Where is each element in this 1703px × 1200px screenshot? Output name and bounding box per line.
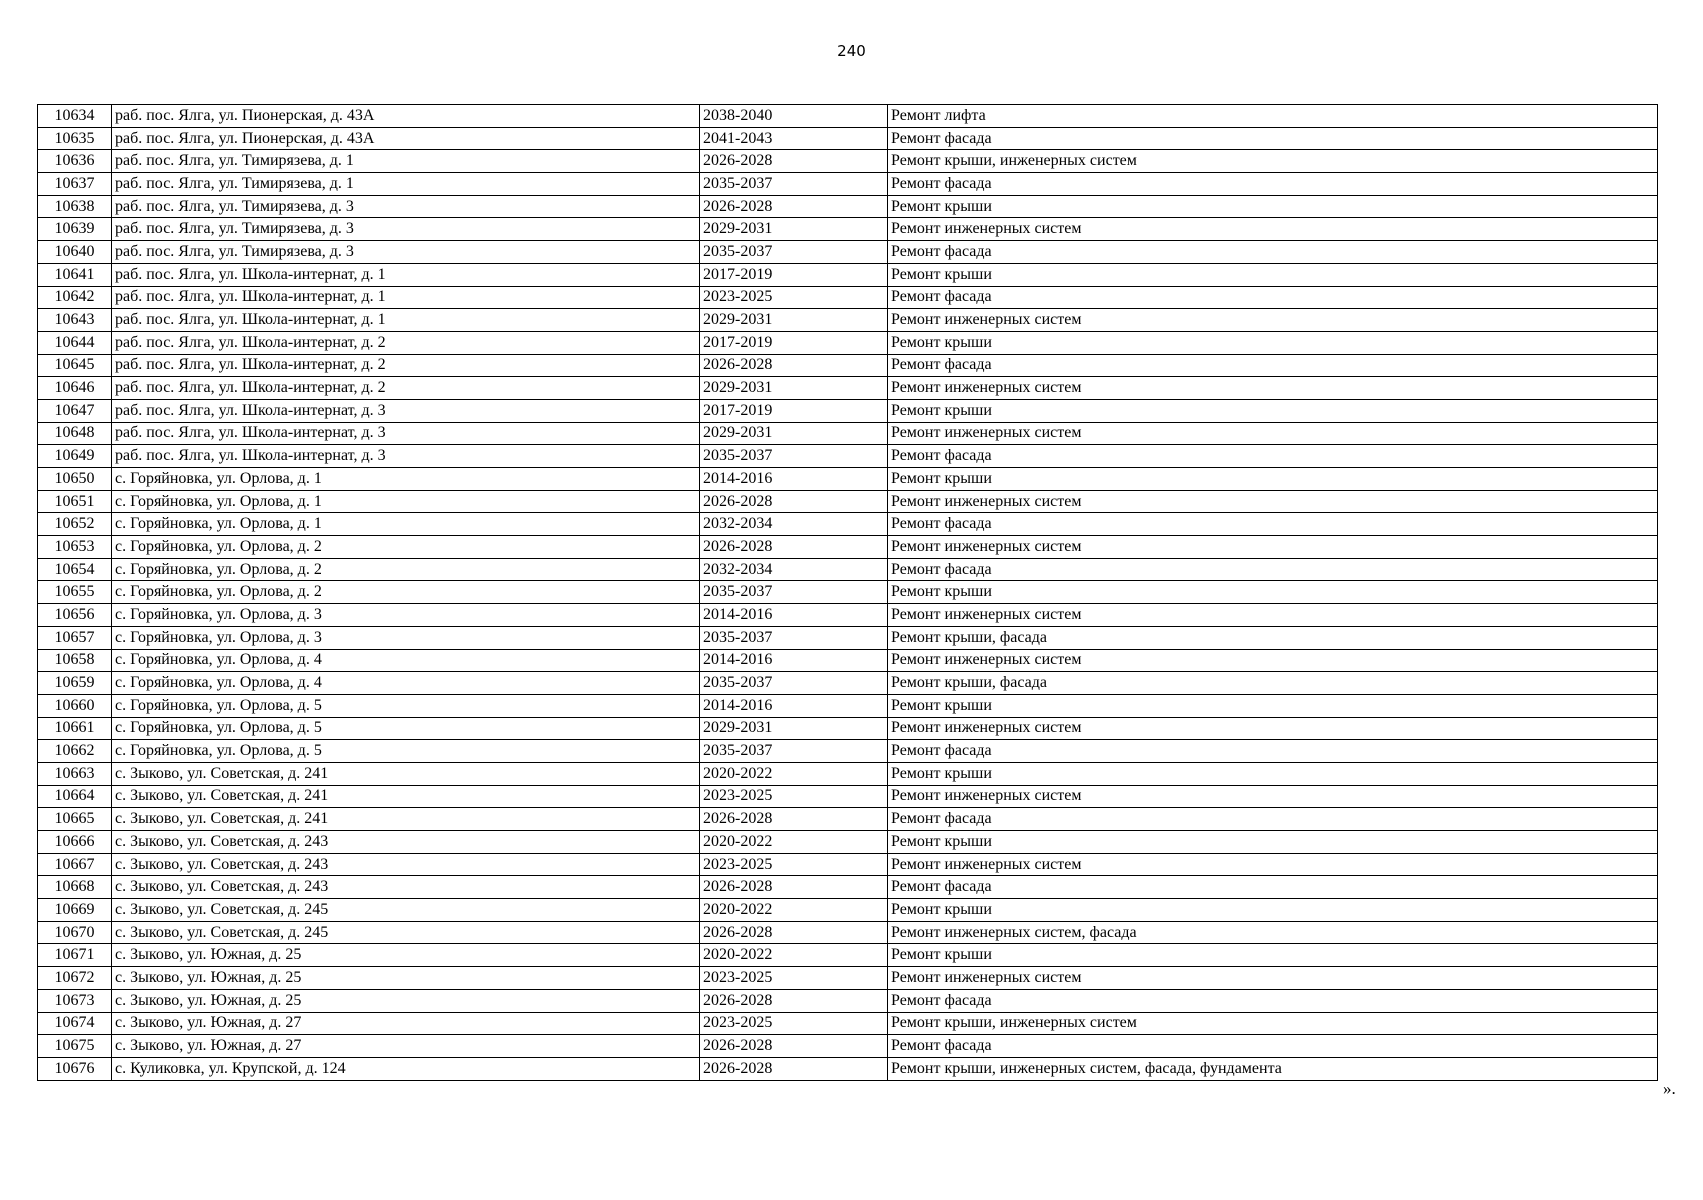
table-row xyxy=(38,1035,1658,1058)
work-type-cell: Ремонт лифта xyxy=(888,105,1658,128)
work-type-cell: Ремонт фасада xyxy=(888,989,1658,1012)
row-number-cell: 10672 xyxy=(38,967,112,990)
row-number-cell: 10644 xyxy=(38,331,112,354)
address-cell: раб. пос. Ялга, ул. Тимирязева, д. 3 xyxy=(112,241,700,264)
address-cell: с. Зыково, ул. Советская, д. 245 xyxy=(112,899,700,922)
work-type-cell: Ремонт инженерных систем xyxy=(888,377,1658,400)
row-number-cell: 10638 xyxy=(38,195,112,218)
row-number-cell: 10671 xyxy=(38,944,112,967)
table-row xyxy=(38,1057,1658,1080)
table-row xyxy=(38,377,1658,400)
period-cell: 2023-2025 xyxy=(700,853,888,876)
work-type-cell: Ремонт крыши xyxy=(888,694,1658,717)
row-number-cell: 10660 xyxy=(38,694,112,717)
work-type-cell: Ремонт фасада xyxy=(888,445,1658,468)
period-cell: 2032-2034 xyxy=(700,558,888,581)
period-cell: 2026-2028 xyxy=(700,921,888,944)
period-cell: 2029-2031 xyxy=(700,218,888,241)
address-cell: раб. пос. Ялга, ул. Пионерская, д. 43А xyxy=(112,105,700,128)
table-row xyxy=(38,263,1658,286)
table-row xyxy=(38,808,1658,831)
period-cell: 2017-2019 xyxy=(700,263,888,286)
row-number-cell: 10668 xyxy=(38,876,112,899)
work-type-cell: Ремонт крыши xyxy=(888,263,1658,286)
period-cell: 2014-2016 xyxy=(700,604,888,627)
table-row xyxy=(38,831,1658,854)
period-cell: 2035-2037 xyxy=(700,173,888,196)
address-cell: с. Зыково, ул. Советская, д. 243 xyxy=(112,831,700,854)
period-cell: 2023-2025 xyxy=(700,1012,888,1035)
address-cell: с. Зыково, ул. Советская, д. 243 xyxy=(112,876,700,899)
row-number-cell: 10649 xyxy=(38,445,112,468)
row-number-cell: 10652 xyxy=(38,513,112,536)
table-row xyxy=(38,967,1658,990)
period-cell: 2035-2037 xyxy=(700,445,888,468)
address-cell: раб. пос. Ялга, ул. Школа-интернат, д. 1 xyxy=(112,309,700,332)
address-cell: с. Горяйновка, ул. Орлова, д. 2 xyxy=(112,581,700,604)
address-cell: раб. пос. Ялга, ул. Тимирязева, д. 1 xyxy=(112,173,700,196)
table-row xyxy=(38,195,1658,218)
row-number-cell: 10661 xyxy=(38,717,112,740)
table-row xyxy=(38,309,1658,332)
table-row xyxy=(38,1012,1658,1035)
period-cell: 2023-2025 xyxy=(700,785,888,808)
work-type-cell: Ремонт инженерных систем xyxy=(888,649,1658,672)
work-type-cell: Ремонт инженерных систем xyxy=(888,853,1658,876)
address-cell: с. Зыково, ул. Южная, д. 25 xyxy=(112,967,700,990)
table-row xyxy=(38,422,1658,445)
row-number-cell: 10634 xyxy=(38,105,112,128)
address-cell: раб. пос. Ялга, ул. Тимирязева, д. 3 xyxy=(112,218,700,241)
period-cell: 2026-2028 xyxy=(700,536,888,559)
period-cell: 2014-2016 xyxy=(700,649,888,672)
table-row xyxy=(38,649,1658,672)
row-number-cell: 10658 xyxy=(38,649,112,672)
table-row xyxy=(38,989,1658,1012)
address-cell: с. Горяйновка, ул. Орлова, д. 5 xyxy=(112,717,700,740)
table-row xyxy=(38,626,1658,649)
row-number-cell: 10645 xyxy=(38,354,112,377)
row-number-cell: 10667 xyxy=(38,853,112,876)
row-number-cell: 10637 xyxy=(38,173,112,196)
work-type-cell: Ремонт инженерных систем xyxy=(888,309,1658,332)
work-type-cell: Ремонт крыши xyxy=(888,468,1658,491)
address-cell: с. Горяйновка, ул. Орлова, д. 1 xyxy=(112,490,700,513)
work-type-cell: Ремонт фасада xyxy=(888,740,1658,763)
work-type-cell: Ремонт крыши xyxy=(888,831,1658,854)
address-cell: с. Горяйновка, ул. Орлова, д. 4 xyxy=(112,649,700,672)
address-cell: с. Горяйновка, ул. Орлова, д. 3 xyxy=(112,604,700,627)
row-number-cell: 10669 xyxy=(38,899,112,922)
table-row xyxy=(38,490,1658,513)
period-cell: 2014-2016 xyxy=(700,694,888,717)
row-number-cell: 10636 xyxy=(38,150,112,173)
period-cell: 2020-2022 xyxy=(700,944,888,967)
work-type-cell: Ремонт инженерных систем xyxy=(888,490,1658,513)
work-type-cell: Ремонт крыши, фасада xyxy=(888,626,1658,649)
period-cell: 2032-2034 xyxy=(700,513,888,536)
address-cell: раб. пос. Ялга, ул. Пионерская, д. 43А xyxy=(112,127,700,150)
table-row xyxy=(38,286,1658,309)
row-number-cell: 10663 xyxy=(38,762,112,785)
address-cell: с. Горяйновка, ул. Орлова, д. 2 xyxy=(112,536,700,559)
work-type-cell: Ремонт фасада xyxy=(888,286,1658,309)
table-row xyxy=(38,105,1658,128)
period-cell: 2017-2019 xyxy=(700,331,888,354)
table-row xyxy=(38,899,1658,922)
address-cell: раб. пос. Ялга, ул. Школа-интернат, д. 1 xyxy=(112,286,700,309)
table-row xyxy=(38,536,1658,559)
period-cell: 2035-2037 xyxy=(700,626,888,649)
table-row xyxy=(38,717,1658,740)
period-cell: 2038-2040 xyxy=(700,105,888,128)
table-row xyxy=(38,513,1658,536)
table-row xyxy=(38,127,1658,150)
period-cell: 2017-2019 xyxy=(700,399,888,422)
address-cell: с. Зыково, ул. Южная, д. 25 xyxy=(112,989,700,1012)
work-type-cell: Ремонт инженерных систем xyxy=(888,536,1658,559)
address-cell: раб. пос. Ялга, ул. Школа-интернат, д. 3 xyxy=(112,445,700,468)
period-cell: 2041-2043 xyxy=(700,127,888,150)
row-number-cell: 10675 xyxy=(38,1035,112,1058)
work-type-cell: Ремонт крыши, инженерных систем, фасада, фундамента xyxy=(888,1057,1658,1080)
period-cell: 2035-2037 xyxy=(700,581,888,604)
work-type-cell: Ремонт крыши, инженерных систем xyxy=(888,150,1658,173)
row-number-cell: 10659 xyxy=(38,672,112,695)
work-type-cell: Ремонт инженерных систем xyxy=(888,717,1658,740)
table-row xyxy=(38,558,1658,581)
work-type-cell: Ремонт крыши xyxy=(888,899,1658,922)
address-cell: с. Зыково, ул. Советская, д. 245 xyxy=(112,921,700,944)
closing-quote-mark: ». xyxy=(1663,1079,1676,1098)
table-body xyxy=(38,105,1658,1081)
work-type-cell: Ремонт крыши xyxy=(888,331,1658,354)
work-type-cell: Ремонт фасада xyxy=(888,354,1658,377)
period-cell: 2026-2028 xyxy=(700,1057,888,1080)
work-type-cell: Ремонт крыши xyxy=(888,581,1658,604)
address-cell: раб. пос. Ялга, ул. Тимирязева, д. 1 xyxy=(112,150,700,173)
address-cell: с. Зыково, ул. Советская, д. 243 xyxy=(112,853,700,876)
row-number-cell: 10639 xyxy=(38,218,112,241)
period-cell: 2023-2025 xyxy=(700,967,888,990)
period-cell: 2029-2031 xyxy=(700,377,888,400)
repair-schedule-table xyxy=(37,104,1658,1081)
work-type-cell: Ремонт инженерных систем xyxy=(888,785,1658,808)
address-cell: с. Зыково, ул. Южная, д. 27 xyxy=(112,1035,700,1058)
address-cell: с. Зыково, ул. Южная, д. 27 xyxy=(112,1012,700,1035)
period-cell: 2029-2031 xyxy=(700,422,888,445)
row-number-cell: 10641 xyxy=(38,263,112,286)
row-number-cell: 10654 xyxy=(38,558,112,581)
work-type-cell: Ремонт инженерных систем xyxy=(888,422,1658,445)
work-type-cell: Ремонт крыши xyxy=(888,399,1658,422)
period-cell: 2035-2037 xyxy=(700,740,888,763)
work-type-cell: Ремонт инженерных систем xyxy=(888,604,1658,627)
period-cell: 2029-2031 xyxy=(700,717,888,740)
work-type-cell: Ремонт крыши xyxy=(888,762,1658,785)
work-type-cell: Ремонт фасада xyxy=(888,876,1658,899)
work-type-cell: Ремонт крыши xyxy=(888,195,1658,218)
work-type-cell: Ремонт фасада xyxy=(888,808,1658,831)
period-cell: 2026-2028 xyxy=(700,876,888,899)
work-type-cell: Ремонт фасада xyxy=(888,173,1658,196)
table-row xyxy=(38,694,1658,717)
row-number-cell: 10674 xyxy=(38,1012,112,1035)
row-number-cell: 10648 xyxy=(38,422,112,445)
table-row xyxy=(38,468,1658,491)
address-cell: раб. пос. Ялга, ул. Школа-интернат, д. 2 xyxy=(112,377,700,400)
work-type-cell: Ремонт фасада xyxy=(888,241,1658,264)
period-cell: 2026-2028 xyxy=(700,150,888,173)
table-row xyxy=(38,445,1658,468)
row-number-cell: 10665 xyxy=(38,808,112,831)
row-number-cell: 10647 xyxy=(38,399,112,422)
row-number-cell: 10643 xyxy=(38,309,112,332)
row-number-cell: 10670 xyxy=(38,921,112,944)
work-type-cell: Ремонт инженерных систем, фасада xyxy=(888,921,1658,944)
page-number: 240 xyxy=(837,42,866,60)
period-cell: 2026-2028 xyxy=(700,490,888,513)
row-number-cell: 10664 xyxy=(38,785,112,808)
period-cell: 2026-2028 xyxy=(700,1035,888,1058)
address-cell: раб. пос. Ялга, ул. Тимирязева, д. 3 xyxy=(112,195,700,218)
row-number-cell: 10676 xyxy=(38,1057,112,1080)
row-number-cell: 10650 xyxy=(38,468,112,491)
period-cell: 2029-2031 xyxy=(700,309,888,332)
table-row xyxy=(38,150,1658,173)
address-cell: с. Горяйновка, ул. Орлова, д. 1 xyxy=(112,513,700,536)
row-number-cell: 10653 xyxy=(38,536,112,559)
table-row xyxy=(38,354,1658,377)
table-row xyxy=(38,876,1658,899)
table-row xyxy=(38,218,1658,241)
address-cell: с. Горяйновка, ул. Орлова, д. 4 xyxy=(112,672,700,695)
work-type-cell: Ремонт крыши, инженерных систем xyxy=(888,1012,1658,1035)
address-cell: раб. пос. Ялга, ул. Школа-интернат, д. 2 xyxy=(112,354,700,377)
table-row xyxy=(38,762,1658,785)
period-cell: 2035-2037 xyxy=(700,241,888,264)
period-cell: 2020-2022 xyxy=(700,762,888,785)
row-number-cell: 10657 xyxy=(38,626,112,649)
address-cell: с. Горяйновка, ул. Орлова, д. 3 xyxy=(112,626,700,649)
address-cell: с. Куликовка, ул. Крупской, д. 124 xyxy=(112,1057,700,1080)
table-row xyxy=(38,399,1658,422)
row-number-cell: 10646 xyxy=(38,377,112,400)
row-number-cell: 10662 xyxy=(38,740,112,763)
table-row xyxy=(38,785,1658,808)
row-number-cell: 10640 xyxy=(38,241,112,264)
address-cell: с. Горяйновка, ул. Орлова, д. 2 xyxy=(112,558,700,581)
row-number-cell: 10656 xyxy=(38,604,112,627)
address-cell: с. Зыково, ул. Советская, д. 241 xyxy=(112,762,700,785)
period-cell: 2026-2028 xyxy=(700,354,888,377)
work-type-cell: Ремонт инженерных систем xyxy=(888,218,1658,241)
table-row xyxy=(38,944,1658,967)
row-number-cell: 10635 xyxy=(38,127,112,150)
address-cell: с. Горяйновка, ул. Орлова, д. 5 xyxy=(112,694,700,717)
table-row xyxy=(38,921,1658,944)
table-row xyxy=(38,853,1658,876)
row-number-cell: 10673 xyxy=(38,989,112,1012)
period-cell: 2035-2037 xyxy=(700,672,888,695)
row-number-cell: 10651 xyxy=(38,490,112,513)
table-row xyxy=(38,331,1658,354)
row-number-cell: 10666 xyxy=(38,831,112,854)
table-row xyxy=(38,173,1658,196)
period-cell: 2023-2025 xyxy=(700,286,888,309)
period-cell: 2020-2022 xyxy=(700,899,888,922)
table-row xyxy=(38,581,1658,604)
table-row xyxy=(38,604,1658,627)
period-cell: 2026-2028 xyxy=(700,989,888,1012)
period-cell: 2014-2016 xyxy=(700,468,888,491)
row-number-cell: 10642 xyxy=(38,286,112,309)
address-cell: с. Горяйновка, ул. Орлова, д. 5 xyxy=(112,740,700,763)
address-cell: раб. пос. Ялга, ул. Школа-интернат, д. 3 xyxy=(112,422,700,445)
address-cell: с. Зыково, ул. Советская, д. 241 xyxy=(112,785,700,808)
work-type-cell: Ремонт крыши, фасада xyxy=(888,672,1658,695)
period-cell: 2020-2022 xyxy=(700,831,888,854)
work-type-cell: Ремонт фасада xyxy=(888,127,1658,150)
address-cell: раб. пос. Ялга, ул. Школа-интернат, д. 1 xyxy=(112,263,700,286)
work-type-cell: Ремонт крыши xyxy=(888,944,1658,967)
period-cell: 2026-2028 xyxy=(700,195,888,218)
address-cell: с. Горяйновка, ул. Орлова, д. 1 xyxy=(112,468,700,491)
address-cell: с. Зыково, ул. Южная, д. 25 xyxy=(112,944,700,967)
work-type-cell: Ремонт инженерных систем xyxy=(888,967,1658,990)
row-number-cell: 10655 xyxy=(38,581,112,604)
address-cell: раб. пос. Ялга, ул. Школа-интернат, д. 3 xyxy=(112,399,700,422)
work-type-cell: Ремонт фасада xyxy=(888,1035,1658,1058)
table-row xyxy=(38,740,1658,763)
work-type-cell: Ремонт фасада xyxy=(888,513,1658,536)
table-row xyxy=(38,241,1658,264)
table-row xyxy=(38,672,1658,695)
work-type-cell: Ремонт фасада xyxy=(888,558,1658,581)
address-cell: раб. пос. Ялга, ул. Школа-интернат, д. 2 xyxy=(112,331,700,354)
period-cell: 2026-2028 xyxy=(700,808,888,831)
address-cell: с. Зыково, ул. Советская, д. 241 xyxy=(112,808,700,831)
